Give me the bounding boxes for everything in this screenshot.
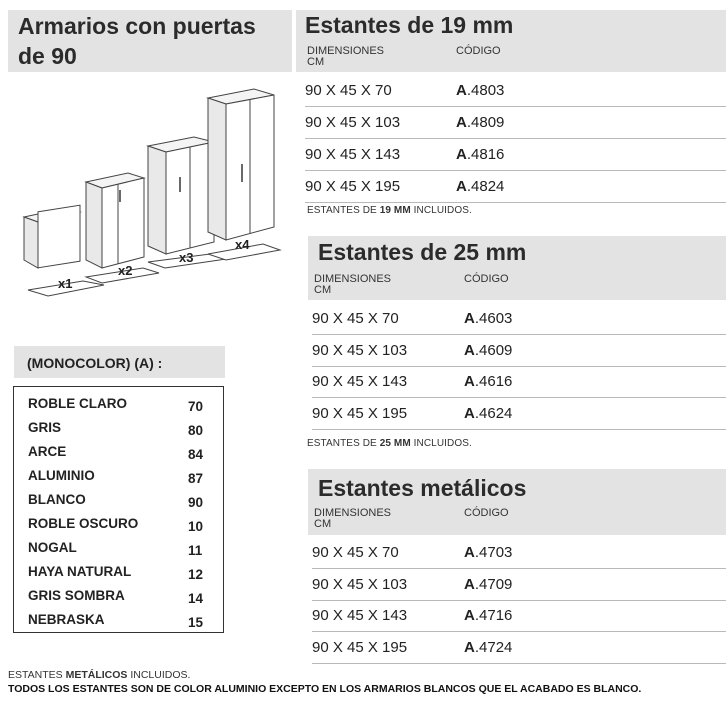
section-metal-title: Estantes metálicos <box>318 475 527 501</box>
code-number: .4603 <box>474 310 513 327</box>
dimension-value: 90 X 45 X 103 <box>305 114 401 131</box>
code-number: .4809 <box>466 114 505 131</box>
section-metal-col-code: CÓDIGO <box>464 507 509 519</box>
code-prefix: A <box>464 342 475 359</box>
code-number: .4824 <box>466 178 505 195</box>
table-row <box>312 398 726 430</box>
color-code: 14 <box>188 591 204 606</box>
color-name: HAYA NATURAL <box>28 564 132 579</box>
product-code <box>464 398 512 429</box>
table-row <box>305 107 726 139</box>
dimension-value: 90 X 45 X 143 <box>305 146 401 163</box>
table-row <box>312 569 726 601</box>
code-prefix: A <box>456 178 467 195</box>
code-number: .4609 <box>474 342 513 359</box>
color-name: NOGAL <box>28 540 77 555</box>
color-list <box>13 386 224 633</box>
code-number: .4716 <box>474 607 513 624</box>
cabinet-x3 <box>148 137 214 254</box>
code-number: .4616 <box>474 373 513 390</box>
code-prefix: A <box>464 373 475 390</box>
code-prefix: A <box>464 405 475 422</box>
color-code: 70 <box>188 399 204 414</box>
cabinet-x1 <box>24 205 80 268</box>
cabinet-x4 <box>208 89 274 240</box>
footer-disclaimer: TODOS LOS ESTANTES SON DE COLOR ALUMINIO EXCEPTO EN LOS ARMARIOS BLANCOS QUE EL ACABADO ES BLANCO. <box>8 683 642 695</box>
table-row <box>312 366 726 398</box>
table-row <box>305 171 726 203</box>
table-row <box>312 537 726 569</box>
section-metal-col-dim: DIMENSIONES CM <box>314 507 392 530</box>
code-prefix: A <box>464 544 475 561</box>
dimension-value: 90 X 45 X 143 <box>312 607 408 624</box>
color-name: ROBLE CLARO <box>28 396 127 411</box>
left-title-line1: Armarios con puertas <box>18 13 256 39</box>
dimension-value: 90 X 45 X 195 <box>305 178 401 195</box>
section-25-title: Estantes de 25 mm <box>318 239 527 265</box>
table-row <box>312 303 726 335</box>
code-prefix: A <box>464 310 475 327</box>
color-name: ARCE <box>28 444 67 459</box>
product-code <box>464 335 512 366</box>
product-code <box>456 171 504 202</box>
table-row <box>305 139 726 171</box>
color-code: 84 <box>188 447 204 462</box>
cabinet-x2 <box>86 173 144 268</box>
code-prefix: A <box>464 639 475 656</box>
code-number: .4624 <box>474 405 513 422</box>
dimension-value: 90 X 45 X 70 <box>312 310 399 327</box>
product-code <box>464 366 512 397</box>
dimension-value: 90 X 45 X 103 <box>312 342 408 359</box>
dimension-value: 90 X 45 X 70 <box>312 544 399 561</box>
color-code: 15 <box>188 615 204 630</box>
product-code <box>456 107 504 138</box>
section-25-col-code: CÓDIGO <box>464 273 509 285</box>
color-name: GRIS <box>28 420 62 435</box>
color-code: 80 <box>188 423 204 438</box>
code-prefix: A <box>464 607 475 624</box>
color-code: 90 <box>188 495 204 510</box>
color-name: BLANCO <box>28 492 86 507</box>
table-row <box>305 75 726 107</box>
section-19-note: ESTANTES DE 19 MM INCLUIDOS. <box>307 205 472 216</box>
section-25-note: ESTANTES DE 25 MM INCLUIDOS. <box>307 438 472 449</box>
code-prefix: A <box>464 576 475 593</box>
dimension-value: 90 X 45 X 195 <box>312 405 408 422</box>
product-code <box>456 139 504 170</box>
dimension-value: 90 X 45 X 70 <box>305 82 392 99</box>
color-name: ALUMINIO <box>28 468 95 483</box>
label-x2: x2 <box>118 263 133 278</box>
code-number: .4816 <box>466 146 505 163</box>
product-code <box>464 600 512 631</box>
section-19-title: Estantes de 19 mm <box>305 12 514 38</box>
color-name: NEBRASKA <box>28 612 105 627</box>
cabinets-illustration <box>18 82 292 307</box>
label-x4: x4 <box>235 237 250 252</box>
color-code: 10 <box>188 519 204 534</box>
section-19-col-code: CÓDIGO <box>456 45 501 57</box>
color-code: 87 <box>188 471 204 486</box>
monocolor-title: (MONOCOLOR) (A) : <box>27 355 163 371</box>
product-code <box>464 632 512 663</box>
code-number: .4724 <box>474 639 513 656</box>
label-x3: x3 <box>179 250 194 265</box>
code-number: .4803 <box>466 82 505 99</box>
left-title-line2: de 90 <box>18 43 77 69</box>
code-prefix: A <box>456 114 467 131</box>
code-number: .4709 <box>474 576 513 593</box>
table-row <box>312 632 726 664</box>
table-row <box>312 600 726 632</box>
dimension-value: 90 X 45 X 103 <box>312 576 408 593</box>
dimension-value: 90 X 45 X 195 <box>312 639 408 656</box>
footer-note: ESTANTES METÁLICOS INCLUIDOS. <box>8 669 191 681</box>
product-code <box>464 537 512 568</box>
color-code: 12 <box>188 567 204 582</box>
code-prefix: A <box>456 82 467 99</box>
section-25-col-dim: DIMENSIONES CM <box>314 273 392 296</box>
product-code <box>464 303 512 334</box>
dimension-value: 90 X 45 X 143 <box>312 373 408 390</box>
color-name: GRIS SOMBRA <box>28 588 125 603</box>
code-prefix: A <box>456 146 467 163</box>
product-code <box>456 75 504 106</box>
label-x1: x1 <box>58 276 73 291</box>
color-name: ROBLE OSCURO <box>28 516 139 531</box>
color-code: 11 <box>188 543 203 558</box>
section-19-col-dim: DIMENSIONES CM <box>307 45 385 68</box>
table-row <box>312 335 726 367</box>
product-code <box>464 569 512 600</box>
code-number: .4703 <box>474 544 513 561</box>
